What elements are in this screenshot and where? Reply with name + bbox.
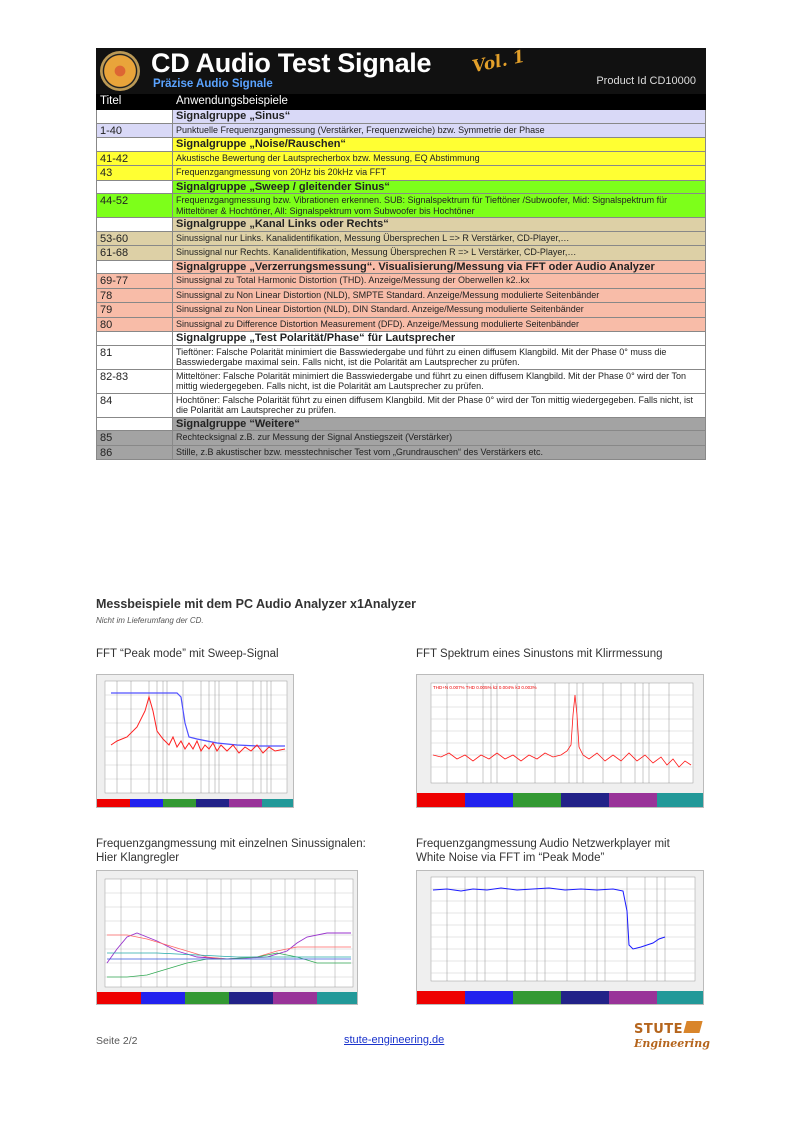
header-use-cell: Anwendungsbeispiele: [173, 95, 706, 110]
title-number-cell: [97, 260, 173, 274]
group-label-cell: Signalgruppe “Weitere“: [173, 417, 706, 431]
header-banner: [96, 48, 706, 94]
table-row: [97, 303, 706, 318]
table-row: [97, 123, 706, 138]
description-cell: Sinussignal zu Total Harmonic Distortion (THD). Anzeige/Messung der Oberwellen k2..kx: [173, 274, 706, 289]
chart1-sweep-screenshot: [96, 674, 294, 808]
description-cell: Akustische Bewertung der Lautsprecherbox bzw. Messung, EQ Abstimmung: [173, 151, 706, 166]
title-number-cell: 61-68: [97, 246, 173, 261]
title-number-cell: [97, 417, 173, 431]
title-number-cell: 41-42: [97, 151, 173, 166]
group-label-cell: Signalgruppe „Sinus“: [173, 110, 706, 124]
page-title: CD Audio Test Signale: [151, 48, 432, 78]
table-group-row: [97, 332, 706, 346]
brand-name: STUTE: [634, 1022, 684, 1037]
chart4-caption-line2: White Noise via FFT im “Peak Mode”: [416, 852, 605, 864]
description-cell: Sinussignal zu Difference Distortion Measurement (DFD). Anzeige/Messung modulierte Seitenbänder: [173, 317, 706, 332]
title-number-cell: 43: [97, 166, 173, 181]
table-group-row: [97, 110, 706, 124]
volume-label: Vol. 1: [470, 46, 527, 78]
section-note: Nicht im Lieferumfang der CD.: [96, 616, 204, 625]
title-number-cell: [97, 138, 173, 152]
cd-logo-icon: [100, 51, 140, 91]
title-number-cell: 86: [97, 445, 173, 460]
brand-subname: Engineering: [634, 1037, 710, 1050]
table-row: [97, 288, 706, 303]
table-row: [97, 194, 706, 218]
chart2-caption: FFT Spektrum eines Sinustons mit Klirrmessung: [416, 648, 663, 660]
description-cell: Frequenzgangmessung von 20Hz bis 20kHz via FFT: [173, 166, 706, 181]
svg-text:THD+N 0.007% THD 0.005% k2 0.0: THD+N 0.007% THD 0.005% k2 0.004% k3 0.003%: [433, 685, 537, 690]
group-label-cell: Signalgruppe „Test Polarität/Phase“ für Lautsprecher: [173, 332, 706, 346]
description-cell: Tieftöner: Falsche Polarität minimiert die Basswiedergabe und führt zu einen diffusem Klangbild. Mit der Phase 0° muss die Basswiedergabe maximal sein. Falls nicht, ist die Polarität am Lautsprecher zu prüfen.: [173, 345, 706, 369]
description-cell: Punktuelle Frequenzgangmessung (Verstärker, Frequenzweiche) bzw. Symmetrie der Phase: [173, 123, 706, 138]
title-number-cell: 79: [97, 303, 173, 318]
product-id: Product Id CD10000: [596, 75, 696, 87]
title-number-cell: 81: [97, 345, 173, 369]
description-cell: Stille, z.B akustischer bzw. messtechnischer Test vom „Grundrauschen“ des Verstärkers etc.: [173, 445, 706, 460]
group-label-cell: Signalgruppe „Verzerrungsmessung“. Visualisierung/Messung via FFT oder Audio Analyzer: [173, 260, 706, 274]
group-label-cell: Signalgruppe „Noise/Rauschen“: [173, 138, 706, 152]
table-row: [97, 317, 706, 332]
description-cell: Mitteltöner: Falsche Polarität minimiert die Basswiedergabe und führt zu einen diffusem Klangbild. Mit der Phase 0° wird der Ton mittig wiedergegeben. Falls nicht, ist die Polarität am Lautsprecher zu prüfen.: [173, 369, 706, 393]
title-number-cell: 85: [97, 431, 173, 446]
table-group-row: [97, 260, 706, 274]
table-row: [97, 393, 706, 417]
chart3-caption-line2: Hier Klangregler: [96, 852, 180, 864]
description-cell: Frequenzgangmessung bzw. Vibrationen erkennen. SUB: Signalspektrum für Tieftöner /Subwoofer, Mid: Signalspektrum für Mitteltöner & Hochtöner, All: Signalspektrum vom Subwoofer bis Hochtöner: [173, 194, 706, 218]
section-title: Messbeispiele mit dem PC Audio Analyzer x1Analyzer: [96, 597, 417, 611]
table-row: [97, 445, 706, 460]
chart4-networkplayer-screenshot: [416, 870, 704, 1005]
title-number-cell: 78: [97, 288, 173, 303]
title-number-cell: 1-40: [97, 123, 173, 138]
title-number-cell: 80: [97, 317, 173, 332]
chart3-caption-line1: Frequenzgangmessung mit einzelnen Sinussignalen:: [96, 838, 366, 850]
page-subtitle: Präzise Audio Signale: [153, 78, 273, 90]
table-row: [97, 231, 706, 246]
page-number: Seite 2/2: [96, 1035, 138, 1047]
title-number-cell: 53-60: [97, 231, 173, 246]
group-label-cell: Signalgruppe „Kanal Links oder Rechts“: [173, 218, 706, 232]
chart3-tonecontrol-screenshot: [96, 870, 358, 1005]
title-number-cell: 44-52: [97, 194, 173, 218]
title-number-cell: 82-83: [97, 369, 173, 393]
table-group-row: [97, 218, 706, 232]
description-cell: Sinussignal nur Links. Kanalidentifikation, Messung Übersprechen L => R Verstärker, CD-Player,…: [173, 231, 706, 246]
title-number-cell: 69-77: [97, 274, 173, 289]
title-number-cell: 84: [97, 393, 173, 417]
title-number-cell: [97, 180, 173, 194]
signal-table: [96, 94, 706, 460]
table-row: [97, 369, 706, 393]
title-number-cell: [97, 332, 173, 346]
title-number-cell: [97, 110, 173, 124]
description-cell: Rechtecksignal z.B. zur Messung der Signal Anstiegszeit (Verstärker): [173, 431, 706, 446]
chart4-caption-line1: Frequenzgangmessung Audio Netzwerkplayer mit: [416, 838, 670, 850]
description-cell: Sinussignal zu Non Linear Distortion (NLD), DIN Standard. Anzeige/Messung modulierte Seitenbänder: [173, 303, 706, 318]
table-row: [97, 166, 706, 181]
description-cell: Hochtöner: Falsche Polarität führt zu einen diffusem Klangbild. Mit der Phase 0° wird der Ton mittig wiedergegeben. Falls nicht, ist die Polarität am Lautsprecher zu prüfen.: [173, 393, 706, 417]
group-label-cell: Signalgruppe „Sweep / gleitender Sinus“: [173, 180, 706, 194]
website-link[interactable]: stute-engineering.de: [344, 1034, 445, 1046]
title-number-cell: [97, 218, 173, 232]
table-group-row: [97, 138, 706, 152]
description-cell: Sinussignal nur Rechts. Kanalidentifikation, Messung Übersprechen R => L Verstärker, CD-Player,…: [173, 246, 706, 261]
table-group-row: [97, 180, 706, 194]
brand-logo-icon: [683, 1021, 702, 1033]
table-row: [97, 431, 706, 446]
header-title-cell: Titel: [97, 95, 173, 110]
table-row: [97, 345, 706, 369]
description-cell: Sinussignal zu Non Linear Distortion (NLD), SMPTE Standard. Anzeige/Messung modulierte Seitenbänder: [173, 288, 706, 303]
table-header-row: [97, 95, 706, 110]
chart4-caption: [416, 837, 670, 865]
table-row: [97, 274, 706, 289]
table-row: [97, 151, 706, 166]
chart1-caption: FFT “Peak mode” mit Sweep-Signal: [96, 648, 279, 660]
table-group-row: [97, 417, 706, 431]
chart2-fft-screenshot: [416, 674, 704, 808]
table-row: [97, 246, 706, 261]
chart3-caption: [96, 837, 366, 865]
